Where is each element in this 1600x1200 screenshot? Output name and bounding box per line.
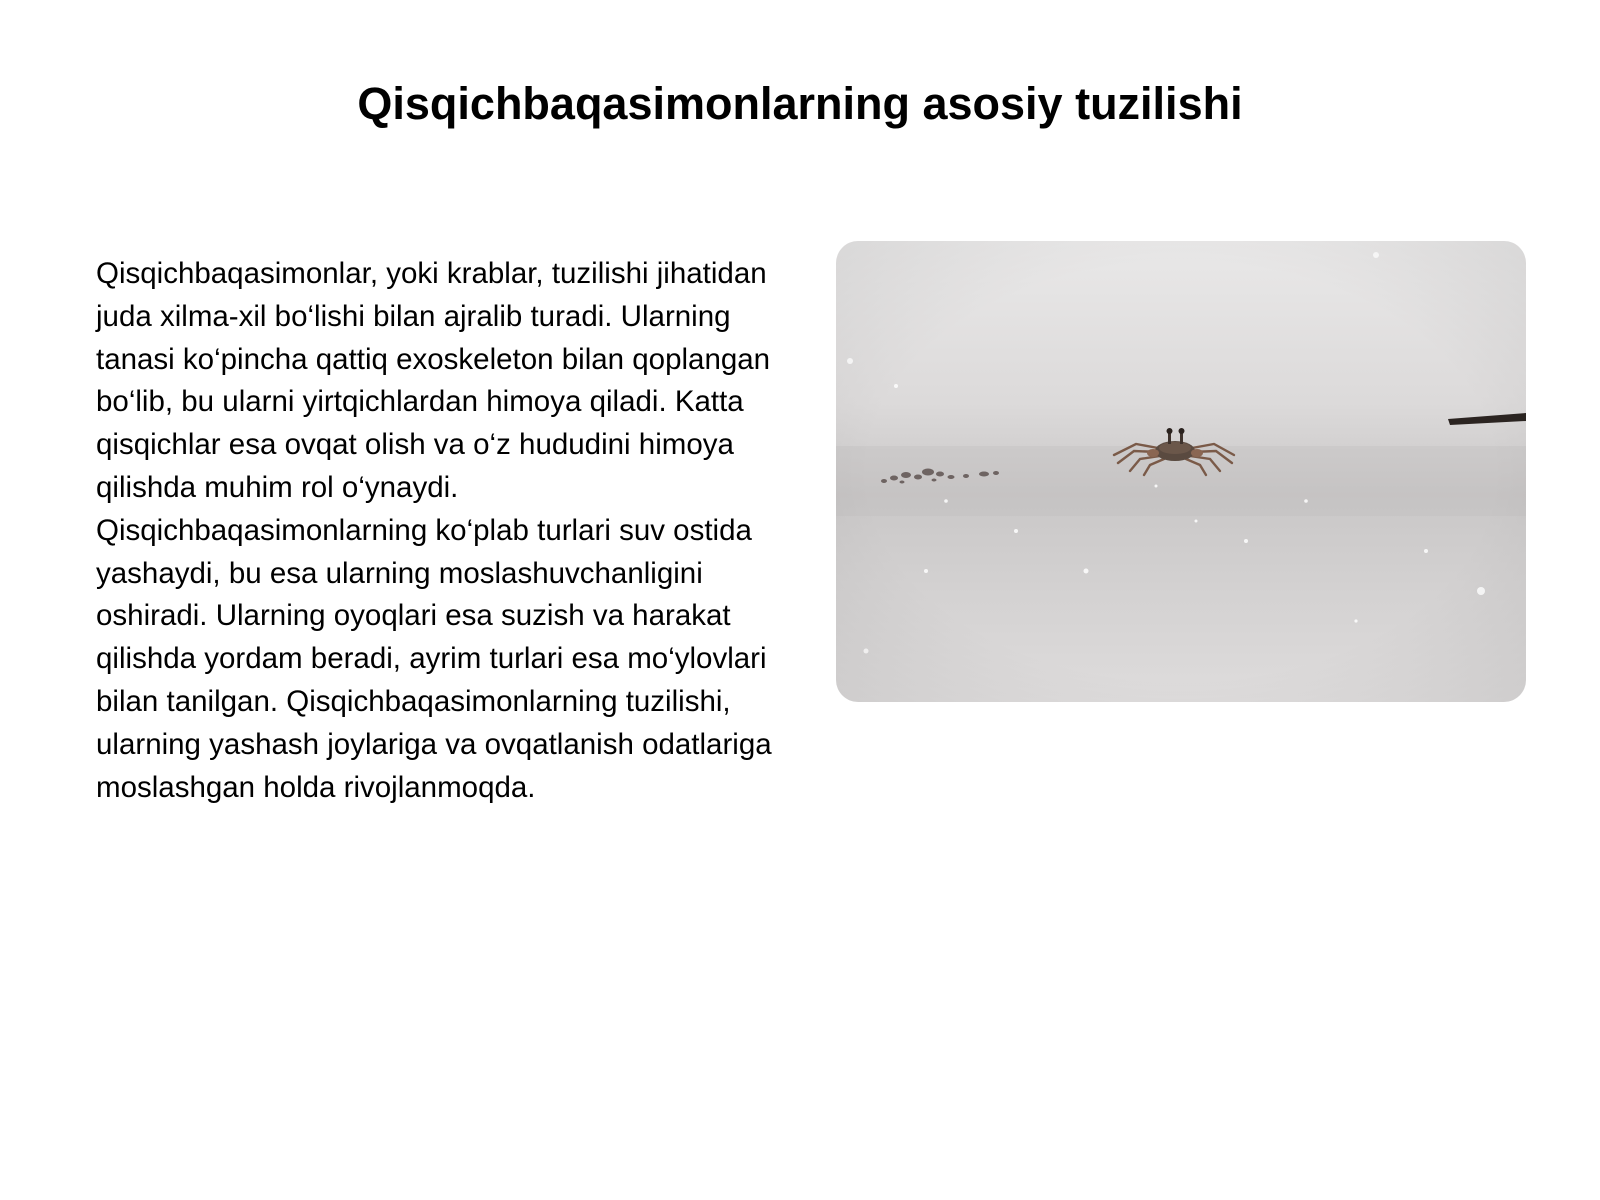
crab-photo xyxy=(836,241,1526,702)
crab-on-sand-image xyxy=(836,241,1526,702)
body-text: Qisqichbaqasimonlar, yoki krablar, tuzilishi jihatidan juda xilma-xil bo‘lishi bilan ajralib turadi. Ularning tanasi ko‘pincha qattiq exoskeleton bilan qoplangan bo‘lib, bu ularni yirtqichlardan himoya qiladi. Katta qisqichlar esa ovqat olish va o‘z hududini himoya qilishda muhim rol o‘ynaydi. Qisqichbaqasimonlarning ko‘plab turlari suv ostida yashaydi, bu esa ularning moslashuvchanligini oshiradi. Ularning oyoqlari esa suzish va harakat qilishda yordam beradi, ayrim turlari esa mo‘ylovlari bilan tanilgan. Qisqichbaqasimonlarning tuzilishi, ularning yashash joylariga va ovqatlanish odatlariga moslashgan holda rivojlanmoqda. xyxy=(96,257,772,804)
slide-title: Qisqichbaqasimonlarning asosiy tuzilishi xyxy=(357,78,1243,129)
